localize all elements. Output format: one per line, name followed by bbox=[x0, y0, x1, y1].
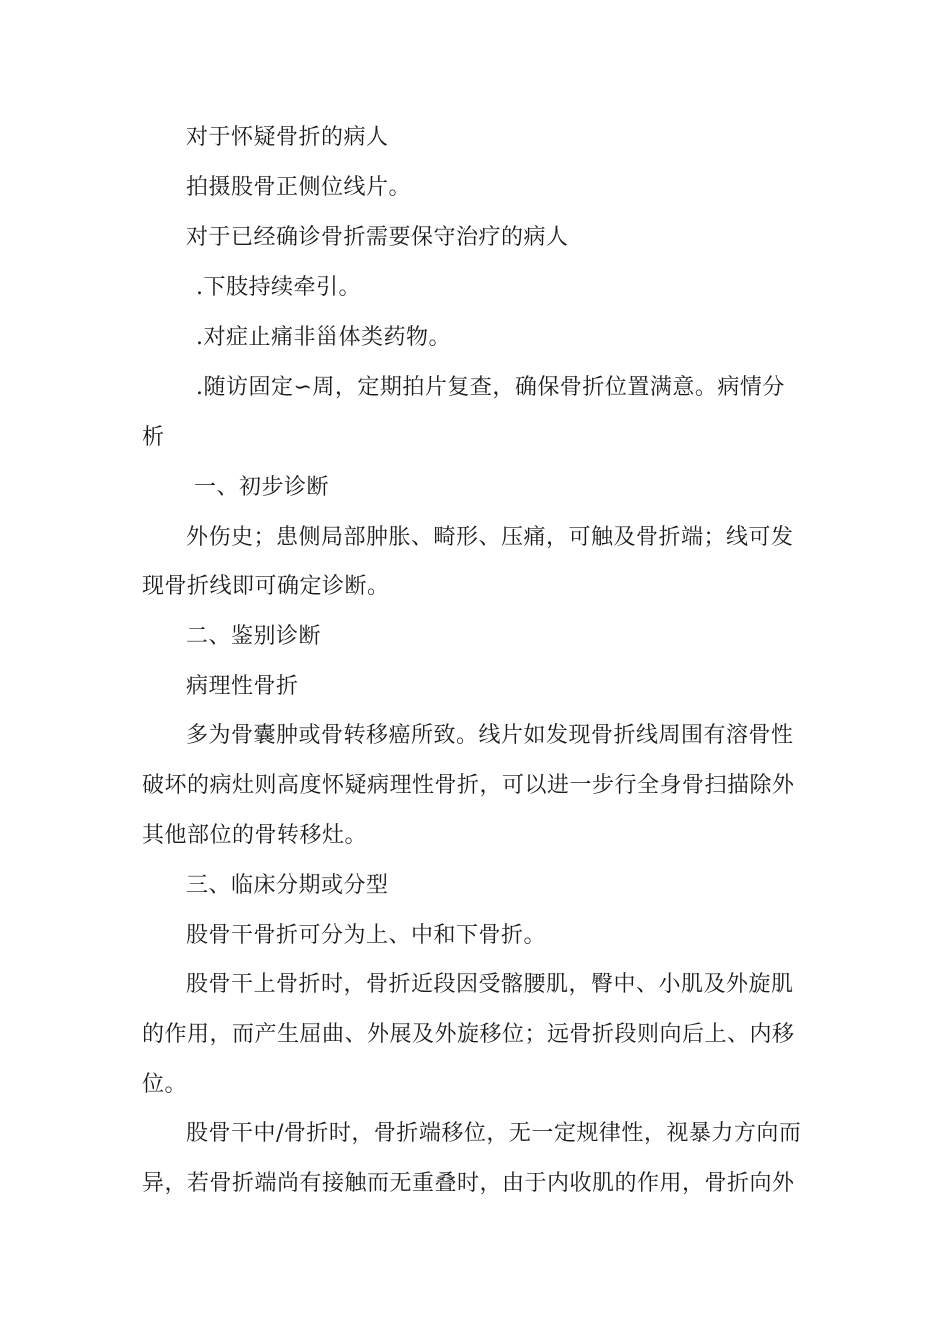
paragraph-line: 现骨折线即可确定诊断。 bbox=[142, 574, 390, 599]
subheading: 病理性骨折 bbox=[186, 674, 299, 699]
section-heading: 一、初步诊断 bbox=[194, 475, 330, 500]
paragraph-line: 拍摄股骨正侧位线片。 bbox=[186, 175, 412, 200]
list-item: .随访固定∽周，定期拍片复查，确保骨折位置满意。病情分 bbox=[196, 375, 785, 400]
paragraph-line: 股骨干骨折可分为上、中和下骨折。 bbox=[186, 923, 547, 948]
paragraph-line: 破坏的病灶则高度怀疑病理性骨折，可以进一步行全身骨扫描除外 bbox=[142, 773, 795, 798]
list-item: .对症止痛非甾体类药物。 bbox=[196, 325, 451, 350]
paragraph-line: 对于怀疑骨折的病人 bbox=[186, 125, 389, 150]
section-heading: 三、临床分期或分型 bbox=[186, 873, 389, 898]
paragraph-line: 股骨干中/骨折时，骨折端移位，无一定规律性，视暴力方向而 bbox=[186, 1121, 802, 1146]
paragraph-line: 的作用，而产生屈曲、外展及外旋移位；远骨折段则向后上、内移 bbox=[142, 1022, 795, 1047]
paragraph-line: 股骨干上骨折时，骨折近段因受髂腰肌，臀中、小肌及外旋肌 bbox=[186, 972, 794, 997]
paragraph-line: 位。 bbox=[142, 1072, 188, 1097]
paragraph-line: 外伤史；患侧局部肿胀、畸形、压痛，可触及骨折端；线可发 bbox=[186, 525, 794, 550]
paragraph-line: 对于已经确诊骨折需要保守治疗的病人 bbox=[186, 225, 569, 250]
paragraph-line: 析 bbox=[142, 425, 165, 450]
list-item: .下肢持续牵引。 bbox=[196, 275, 361, 300]
paragraph-line: 多为骨囊肿或骨转移癌所致。线片如发现骨折线周围有溶骨性 bbox=[186, 723, 794, 748]
section-heading: 二、鉴别诊断 bbox=[186, 624, 322, 649]
paragraph-line: 其他部位的骨转移灶。 bbox=[142, 823, 368, 848]
paragraph-line: 异，若骨折端尚有接触而无重叠时，由于内收肌的作用，骨折向外 bbox=[142, 1171, 795, 1196]
